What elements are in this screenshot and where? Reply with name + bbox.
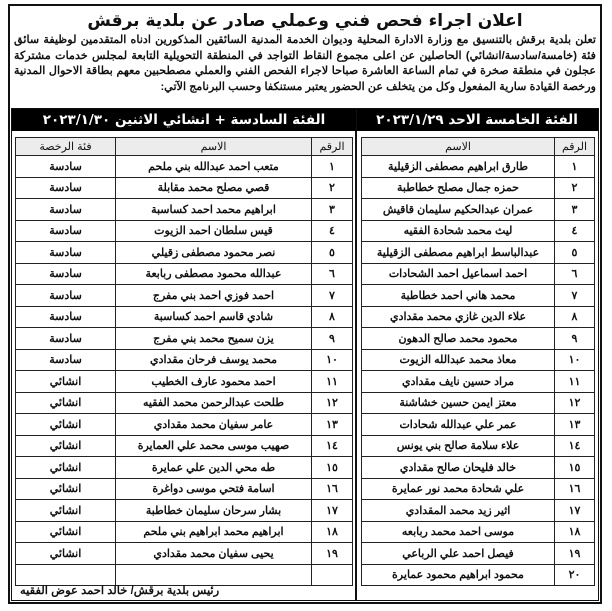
cell-name: متعب احمد عبدالله بني ملحم [116,156,312,178]
announcement-body: تعلن بلدية برقش بالتنسيق مع وزارة الادارة المحلية وديوان الخدمة المدنية السائقين المذكورين ادناه المتقدمين لوظيفة سائق فئة (خامسة/سادسة/انشائي) الحاصلين عن اعلى مجموع النقاط التواجد في المنطقة التحويلية التابعة لمجلس خدمات مشتركة عجلون في منطقة صخرة في تمام الساعة العاشرة صباحا لاجراء الفحص الفني والعملي مصطحبين معهم بطاقة الاحوال المدنية ورخصة القيادة سارية المفعول وكل من يتخلف عن الحضور يعتبر مستنكفا وحسب البرنامج الآتي: [14,34,596,93]
cell-license: سادسة [16,263,116,285]
table-row [362,392,595,414]
mayor-signature: رئيس بلدية برقش/ خالد احمد عوض الفقيه [20,585,220,597]
cell-name: ابراهيم محمد ابراهيم بني ملحم [116,521,312,543]
cell-num: ٢ [312,177,353,199]
cell-num: ١٢ [312,392,353,414]
column-header-license: فئة الرخصة [16,138,116,156]
cell-num: ١٩ [312,543,353,565]
column-header-number: الرقم [312,138,353,156]
cell-name: نصر محمود مصطفى زقيلي [116,242,312,264]
table-row [16,521,353,543]
cell-license: سادسة [16,199,116,221]
cell-license: انشائي [16,543,116,565]
cell-num: ١٦ [312,478,353,500]
cell-license: سادسة [16,306,116,328]
cell-num: ١٤ [555,435,595,457]
cell-name: محمد يوسف فرحان مقدادي [116,349,312,371]
table-header-row [362,138,595,156]
cell-license: سادسة [16,285,116,307]
cell-name: عبدالله محمود مصطفى ربابعة [116,263,312,285]
cell-name: احمد فوزي احمد بني مفرج [116,285,312,307]
cell-name: محمود محمد صالح الدهون [362,328,555,350]
table-row [16,242,353,264]
table-row [362,263,595,285]
cell-num: ١٧ [555,500,595,522]
cell-name: طلحت عبدالرحمن محمد الفقيه [116,392,312,414]
cell-num: ٦ [312,263,353,285]
cell-name: قصي مصلح محمد مقابلة [116,177,312,199]
cell-name: محمد هاني احمد خطاطبة [362,285,555,307]
cell-num: ٣ [555,199,595,221]
cell-name: بشار سرحان سليمان خطاطبة [116,500,312,522]
cell-license: انشائي [16,414,116,436]
cell-name: علي شحادة محمد نور عمايرة [362,478,555,500]
cell-num: ١٨ [312,521,353,543]
cell-name: محمود ابراهيم محمود عمايرة [362,564,555,586]
table-row [362,414,595,436]
cell-license: انشائي [16,457,116,479]
cell-num: ٨ [555,306,595,328]
cell-license: سادسة [16,349,116,371]
cell-name: طارق ابراهيم مصطفى الزقيلية [362,156,555,178]
cell-num: ٩ [312,328,353,350]
cell-name: عمر علي عبدالله شحادات [362,414,555,436]
category-six-panel [11,108,357,601]
cell-num: ١٢ [555,392,595,414]
table-row [16,349,353,371]
cell-name: حمزه جمال مصلح خطاطبة [362,177,555,199]
table-row [362,349,595,371]
cell-name: عامر سفيان محمد مقدادي [116,414,312,436]
table-row [362,177,595,199]
table-row [16,478,353,500]
cell-license: سادسة [16,328,116,350]
cell-name: صهيب موسى محمد علي العمايرة [116,435,312,457]
cell-name: اسامة فتحي موسى دواغرة [116,478,312,500]
table-row [362,285,595,307]
column-header-name: الاسم [116,138,312,156]
cell-name: مراد حسين نايف مقدادي [362,371,555,393]
cell-num: ١٠ [312,349,353,371]
table-row [362,242,595,264]
table-row [16,220,353,242]
cell-license: سادسة [16,177,116,199]
cell-num: ٧ [312,285,353,307]
cell-num: ١٧ [312,500,353,522]
cell-num: ٥ [312,242,353,264]
table-row [16,328,353,350]
announcement-page [8,4,602,604]
cell-name: معاذ محمد عبدالله الزيوت [362,349,555,371]
table-row [16,414,353,436]
category-five-header: الفئة الخامسة الاحد ٢٠٢٣/١/٢٩ [356,109,598,131]
column-header-name: الاسم [362,138,555,156]
cell-license: سادسة [16,220,116,242]
cell-name: ليث محمد شحادة الفقيه [362,220,555,242]
cell-license: سادسة [16,156,116,178]
cell-num: ٢ [555,177,595,199]
table-row [362,478,595,500]
cell-name: شادي قاسم احمد كساسبة [116,306,312,328]
table-row [16,457,353,479]
cell-num: ١٠ [555,349,595,371]
cell-num: ٧ [555,285,595,307]
cell-num: ١٨ [555,521,595,543]
cell-num: ١٤ [312,435,353,457]
cell-num: ٨ [312,306,353,328]
cell-num: ١٩ [555,543,595,565]
announcement-title: اعلان اجراء فحص فني وعملي صادر عن بلدية برقش [87,11,523,31]
column-header-number: الرقم [555,138,595,156]
table-row [362,435,595,457]
cell-num: ٥ [555,242,595,264]
cell-name: موسى احمد محمد ربابعه [362,521,555,543]
announcement-header [14,10,596,108]
table-row [362,371,595,393]
cell-name: فيصل احمد علي الرباعي [362,543,555,565]
table-row [16,306,353,328]
table-row [362,306,595,328]
cell-name: اثير زيد محمد المقدادي [362,500,555,522]
cell-num: ١٣ [312,414,353,436]
cell-num: ١ [312,156,353,178]
table-row [362,521,595,543]
cell-name: عبدالباسط ابراهيم مصطفى الزقيلية [362,242,555,264]
table-row [362,156,595,178]
cell-name: علاء الدين غازي محمد مقدادي [362,306,555,328]
cell-num: ١١ [312,371,353,393]
table-row [16,371,353,393]
table-row [16,500,353,522]
cell-num: ٤ [555,220,595,242]
cell-license: انشائي [16,392,116,414]
cell-name: قيس سلطان احمد الزيوت [116,220,312,242]
cell-num: ٢٠ [555,564,595,586]
table-row [362,199,595,221]
category-five-panel [355,108,599,601]
table-row [16,285,353,307]
cell-name: احمد اسماعيل احمد الشحادات [362,263,555,285]
table-header-row [16,138,353,156]
table-row [16,435,353,457]
cell-license: انشائي [16,435,116,457]
cell-num: ٣ [312,199,353,221]
table-row [362,543,595,565]
cell-license: انشائي [16,371,116,393]
cell-name: احمد محمود عارف الخطيب [116,371,312,393]
cell-name: علاء سلامة صالح بني يونس [362,435,555,457]
cell-num: ٤ [312,220,353,242]
cell-name: عمران عبدالحكيم سليمان قاقيش [362,199,555,221]
cell-license: انشائي [16,478,116,500]
category-five-table [361,137,595,586]
cell-name: خالد فليحان صالح مقدادي [362,457,555,479]
cell-num: ١٦ [555,478,595,500]
cell-num: ٦ [555,263,595,285]
table-row [362,220,595,242]
cell-num: ١١ [555,371,595,393]
cell-num: ١ [555,156,595,178]
cell-license: سادسة [16,242,116,264]
table-row [362,500,595,522]
table-row [16,392,353,414]
table-row [16,199,353,221]
cell-num: ١٥ [555,457,595,479]
table-row [362,328,595,350]
table-row [16,156,353,178]
table-row [16,543,353,565]
table-row [362,457,595,479]
cell-num: ٩ [555,328,595,350]
cell-name: ابراهيم محمد احمد كساسبة [116,199,312,221]
cell-license: انشائي [16,500,116,522]
table-row [362,564,595,586]
cell-name: طه محي الدين علي عمايرة [116,457,312,479]
cell-name: يحيى سفيان محمد مقدادي [116,543,312,565]
cell-name: يزن سميح محمد بني مفرج [116,328,312,350]
cell-name: معتز ايمن حسين خشاشنة [362,392,555,414]
cell-num: ١٥ [312,457,353,479]
category-six-header: الفئة السادسة + انشائي الاثنين ٢٠٢٣/١/٣٠ [12,109,356,131]
table-row [16,177,353,199]
category-six-table [15,137,353,586]
cell-license: انشائي [16,521,116,543]
cell-num [312,564,353,586]
table-row [16,263,353,285]
cell-num: ١٣ [555,414,595,436]
